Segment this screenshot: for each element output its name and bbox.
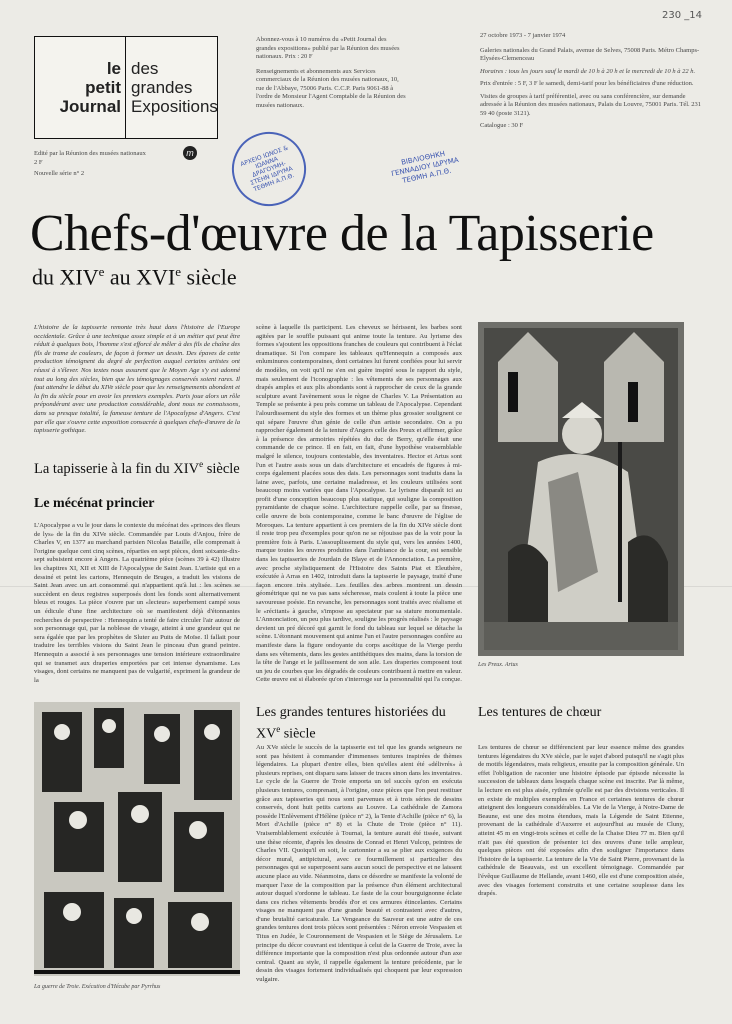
logo-word: Journal xyxy=(59,97,121,116)
stamp-text: ΒΙΒΛΙΟΘΗΚΗ ΓΕΝΝΑΔΙΟΥ ΙΔΡΥΜΑ ΤΕΘΜΗ Α.Π.Θ. xyxy=(390,149,460,185)
image-caption: La guerre de Troie. Exécution d'Hécube par Pyrrhus xyxy=(34,984,161,990)
heading-text: siècle xyxy=(280,726,316,742)
logo-word: des xyxy=(131,59,159,78)
logo-word: grandes xyxy=(131,78,193,97)
exhibition-info xyxy=(480,32,704,131)
stamp-text: ΑΡΧΕΙΟ ΙΩΝΟΣ & ΙΩΑΝΝΑ ΔΡΑΓΟΥΜΗ-ΣΤΕΗΝ ΙΔΡΥΜΑ ΤΕΘΜΗ Α.Π.Θ. xyxy=(239,144,296,193)
page-title: Chefs-d'œuvre de la Tapisserie xyxy=(30,205,654,262)
heading-text: Les grandes tentures historiées du XV xyxy=(256,705,446,742)
subscription-info xyxy=(256,36,406,110)
edition-line: Edité par la Réunion des musées nationaux xyxy=(34,150,146,157)
heading-text: siècle xyxy=(203,460,240,477)
rmn-logo-icon: m xyxy=(183,146,197,160)
heading-text: La tapisserie à la fin du XIV xyxy=(34,460,200,477)
section-heading xyxy=(34,456,240,478)
exhibition-entry: Prix d'entrée : 5 F, 3 F le samedi, demi-tarif pour les bénéficiaires d'une réduction. xyxy=(480,80,694,87)
exhibition-catalogue: Catalogue : 30 F xyxy=(480,122,524,129)
subtitle-sup: e xyxy=(98,264,105,279)
contact-text: Renseignements et abonnements aux Services commerciaux de la Réunion des musées nationaux, 10, rue de l'Abbaye, 75006 Paris. C.C.P. Paris 9061-88 à l'ordre de Monsieur l'Agent Comptable de la Réunion des musées nationaux. xyxy=(256,67,406,109)
page-subtitle xyxy=(32,264,237,290)
article-column-4: Les tentures de chœur se différencient par leur essence même des grandes tentures légendaires du XVe siècle, par le sujet d'abord puisqu'il ne s'agit plus de motifs légendaires, mais religieux, ensuite par la composition générale. Un effet l'obligation de raconter une histoire épisode par épisode nécessite la succession de tableaux dans lesquels chaque scène est inscrite. Par là même, la lecture en est plus aisée, rythmée qu'elle est par des divisions verticales. Il en existe de multiples exemples en France et certaines tentures de chœur atteignent des longueurs considérables. La Vie de la Vierge, à Notre-Dame de Beaune, est une des moins étendues, mais la Légende de Saint Etienne, provenant de la cathédrale d'Auxerre et aujourd'hui au musée de Cluny, atteint 45 m en vingt-trois scènes et celle de la Chaise Dieu 77 m. Bien qu'il n'ait pas été question de présenter ici des œuvres d'une telle ampleur, quelques pièces ont été exposées afin d'en souligner l'importance dans l'histoire de la tapisserie. La tenture de la Vie de Saint Pierre, provenant de la cathédrale de Beauvais, est un excellent témoignage. Commandée par l'évêque Guillaume de Hellande, avant 1460, elle est d'une composition aisée, avec des visages fortement construits et une certaine souplesse dans les drapés. xyxy=(478,744,684,898)
serie-line: Nouvelle série n° 2 xyxy=(34,170,85,177)
section-heading xyxy=(256,704,462,743)
handwritten-note: 230 _14 xyxy=(662,10,702,21)
subtitle-part: au XVI xyxy=(104,264,176,290)
archive-stamp xyxy=(222,122,317,217)
exhibition-dates: 27 octobre 1973 - 7 janvier 1974 xyxy=(480,32,566,39)
logo-right xyxy=(126,37,217,138)
tapestry-artus-drawing xyxy=(478,322,684,656)
subsection-heading: Le mécénat princier xyxy=(34,496,155,511)
heading-sup: e xyxy=(199,459,204,469)
logo-word: le xyxy=(106,59,121,78)
intro-text: L'histoire de la tapisserie remonte très haut dans l'histoire de l'Europe occidentale. Grâce à une technique assez simple et à un métier qui peut être réduit à quelques bois, l'homme s'est efforcé de mêler à des fils de chaîne des fils de trame de couleurs, de façon à former un dessin. Des épaves de cette production témoignent du degré de perfection auquel certains artistes ont réussi à s'élever. Nos textes nous assurent que le Moyen Age s'y est adonné tout au long des siècles, bien que les témoignages conservés soient rares. Il faut attendre le début du XIVe siècle pour que les renseignements abondent et la fin du siècle pour en avoir les premiers exemples. Paris joue alors un rôle prépondérant avec une production considérable, dont nous ne connaissons, dans sa presque totalité, la fameuse tenture de l'Apocalypse d'Angers. C'est par elle que s'ouvre cette exposition consacrée à quelques chefs-d'œuvre de la tapisserie gothique. xyxy=(34,324,240,435)
logo-word: petit xyxy=(85,78,121,97)
masthead-logo xyxy=(34,36,218,139)
article-column-3: Au XVe siècle le succès de la tapisserie est tel que les grands seigneurs ne sont pas hésitent à commander d'immenses tentures inspirées de thèmes légendaires. La plupart d'entre elles, bien qu'elles aient été «délivrés» à plusieurs reprises, ont disparu sans laisser de traces sinon dans les inventaires. Le cycle de la Guerre de Troie emporta un tel succès qu'on en exécuta plusieurs tentures, comprenant, à l'origine, onze pièces que l'on peut restituer grâce aux tapisseries qui nous sont parvenues et à trois séries de dessins conservés, dont huit petits cartons au Louvre. La cathédrale de Zamora possède l'Enlèvement d'Hélène (pièce n° 2), la Tente d'Achille (pièce n° 6), la Mort d'Achille (pièce n° 8) et la Chute de Troie (pièce n° 11). Vraisemblablement exécutée à Tournai, la tenture aurait été tissée, suivant une thèse récente, d'après les dessins de Conrad et Henri Vulcop, peintres de Charles VII. Quoiqu'il en soit, le cartonnier a su se plier aux exigences du décor mural, antipictural, avec ce fourmillement si particulier des personnages qui se superposent sans aucun souci de perspective et ne laissent aucune place au vide. Néanmoins, dans ce désordre se manifeste la volonté de marquer l'axe de la composition par la présence d'un élément architectural autour duquel s'ordonne le tableau. Le faste de la cour bourguignonne éclate dans ces riches vêtements brodés d'or et ces armures étincelantes. Certains visages ne manquent pas d'une grande beauté et contrastent avec d'autres, d'une brutalité caricaturale. La Vengeance du Sauveur est une autre de ces grandes tentures dont trois pièces sont présentées : Néron envoie Vespasien et Titus en Judée, le Couronnement de Vespasien et le Siège de Jérusalem. Le principe du décor couvrant est identique à celui de la Guerre de Troie, avec la différence importante que la composition n'est plus ordonnée autour d'un axe central. Quant au style, il rappelle également la tenture précédente, par le dessin des visages fortement individualisés qui choquent par leur expression vulgaire. xyxy=(256,744,462,984)
exhibition-groups: Visites de groupes à tarif préférentiel, avec ou sans conférencière, sur demande adressée à la Réunion des musées nationaux, Palais du Louvre, 75001 Paris. Tél. 231 59 40 (poste 3121). xyxy=(480,92,702,117)
image-caption: Les Preux. Artus xyxy=(478,662,518,668)
logo-left xyxy=(35,37,126,138)
subtitle-part: du XIV xyxy=(32,264,99,290)
subscription-text: Abonnez-vous à 10 numéros du «Petit Journal des grandes expositions» publié par la Réunion des musées nationaux. Prix : 20 F xyxy=(256,36,400,60)
heading-sup: e xyxy=(276,724,281,734)
price-line: 2 F xyxy=(34,158,43,166)
tapestry-troie-image xyxy=(34,702,240,976)
tapestry-troie-drawing xyxy=(34,702,240,976)
exhibition-hours: Horaires : tous les jours sauf le mardi de 10 h à 20 h et le mercredi de 10 h à 22 h. xyxy=(480,67,696,75)
tapestry-artus-image xyxy=(478,322,684,656)
article-column-1: L'Apocalypse a vu le jour dans le contexte du mécénat des «princes des fleurs de lys» de la fin du XIVe siècle. Commandée par Louis d'Anjou, frère de Charles V, en 1377 au marchand parisien Nicolas Bataille, elle comprenait à l'origine quelque cent cinq scènes, réparties en sept pièces, dont soixante-dix-sept subsistent encore à Angers. La quatrième pièce (scènes 39 à 42) illustre les chapitres XI, XII et XIII de l'Apocalypse de Saint Jean. L'artiste qui en a dessiné et peint les cartons, Hennequin de Bruges, a traduit les visions de Saint Jean avec un art consommé qui n'appartient qu'à lui : les scènes se succèdent en deux registres superposés dont les fonds sont alternativement bleus et rouges. La pièce s'ouvre par un «lecteur» superbement campé sous un édicule d'une fine architecture où se manifestent déjà d'étonnantes recherches de perspective : Hennequin a tenté de faire circuler l'air autour de son personnage qui, par la noblesse de visage, atteint à une grandeur qui ne sera égalée que par les prophètes de Sluter au Puits de Moïse. Il fallait pour traduire les terribles visions du Saint Jean le pinceau d'un grand peintre. Hennequin a associé à ses personnages une tension intérieure extraordinaire qui se transmet aux draperies emportées par cet intense dynamisme. Les visages, dont certains ne manquent pas de vulgarité, expriment la grandeur de la xyxy=(34,522,240,684)
article-column-2: scène à laquelle ils participent. Les cheveux se hérissent, les barbes sont agitées par le souffle puissant qui anime toute la tenture. Au lyrisme des formes s'ajoutent les oppositions franches de couleurs qui contribuent à l'éclat dramatique. Si l'on compare les tableaux qu'Hennequin a composés aux enluminures contemporaines, dont certaines lui furent confiées pour lui servir de modèles, on voit qu'il ne s'en est guère inspiré sous le rapport du style, mais seulement de l'iconographie : les vêtements de ses personnages aux drapés amples et aux plis abondants sont à rapprocher de ceux de la grande sculpture avant l'avènement sous le règne de Charles V. La Présentation au Temple se présente à peu près comme un tableau de l'Apocalypse. Cependant l'alourdissement du style des formes et un thème plus grossier soulignent ce qui sépare l'œuvre d'un génie de celle d'un artiste secondaire. On a pu rapprocher également de la tenture d'Angers celle des Preux et affirmer, grâce à la présence des armoiries répétées du duc de Berry, qu'elle était une commande de ce prince. Il en fait, en fait, d'une hypothèse vraisemblable malgré le silence, toujours contestable, des inventaires. Hector et Artus sont l'un et l'autre assis sous un dais d'architecture et encadrés de figures à mi-corps également placées sous des dais. Les personnages sont traduits dans la laine avec, parfois, une certaine maladresse, et les couleurs utilisées sont beaucoup moins variées que dans l'Apocalypse. Le lyrisme disparaît ici au profit d'une conception beaucoup plus statique, qui souligne la composition pyramidante de chaque scène. L'architecture rappelle celle, par sa finesse, celle œuvre de bois contemporaine, comme le banc d'œuvre de l'église de Moroques. La tenture appartient à ces premiers de la fin du XIVe siècle dont il reste trop peu d'exemples pour qu'on ne se réjouisse pas de la voir pour la première fois à Paris. L'assouplissement du style qui, vers les années 1400, marque toutes les œuvres produites dans l'ambiance de la cour, est sensible dans les tapisseries de Jourdain de Blaye et de l'Annonciation. La première, avec proche stylistiquement de l'Histoire des Saints Piat et Eleuthère, exécutée à Arras en 1402, introduit dans la tapisserie le paysage, traité d'une façon encore très stylisée. Les feuilles des arbres montrent un dessin géométrique qui ne va pas sans sécheresse, mais coulent à toute la pièce une savoureuse poésie. En revanche, les personnages sont traités avec réalisme et le «récitant» à gauche, s'impose au spectateur par sa stature monumentale. L'Annonciation, un peu plus tardive, souligne les progrès réalisés : le paysage devient un pré décoré qui garnit le fond du tableau sur lequel se détache la scène. L'étonnant mouvement qui anime l'un et l'autre personnages confère au manifeste dans la figure ondoyante du corps ascétique de la Vierge perdu dans ses vêtements, dans les gestes antithétiques des mains, dans la torsion de la tête de l'ange et le jaillissement de son aile. Les draperies composent tout un jeu de courbes que les dégradés de couleurs contribuent à mettre en valeur. Cette œuvre est si élaborée qu'on s'interroge sur la personnalité qui l'a conçue. xyxy=(256,324,462,684)
logo-word: Expositions xyxy=(131,97,218,116)
subtitle-part: siècle xyxy=(181,264,237,290)
library-stamp xyxy=(382,129,467,205)
subtitle-sup: e xyxy=(175,264,182,279)
section-heading: Les tentures de chœur xyxy=(478,705,602,720)
edition-info xyxy=(34,150,184,179)
exhibition-venue: Galeries nationales du Grand Palais, avenue de Selves, 75008 Paris. Métro Champs-Elysées-Clemenceau xyxy=(480,46,700,62)
